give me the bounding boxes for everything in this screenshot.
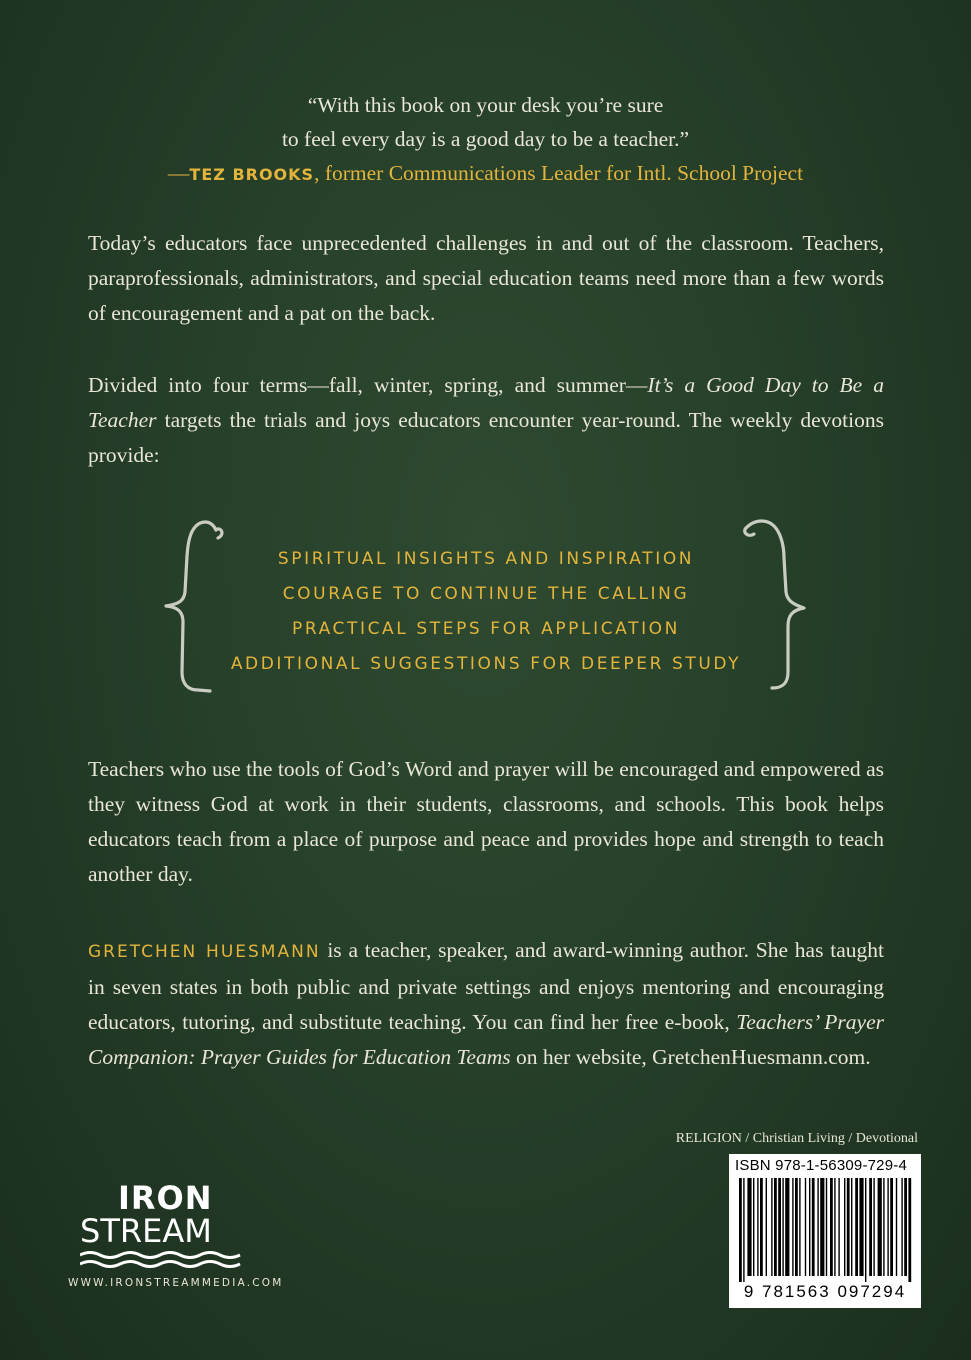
barcode-bar (901, 1178, 902, 1276)
wave-icon (80, 1250, 250, 1272)
barcode-number: 9 781563 097294 (743, 1282, 907, 1301)
barcode-bar (792, 1178, 793, 1276)
quote-line-2: to feel every day is a good day to be a teacher.” (281, 127, 690, 151)
barcode-bar (820, 1178, 824, 1276)
feature-item: COURAGE TO CONTINUE THE CALLING (282, 584, 690, 604)
feature-item: ADDITIONAL SUGGESTIONS FOR DEEPER STUDY (230, 654, 742, 674)
barcode-bar (826, 1178, 827, 1276)
barcode-bar (859, 1178, 863, 1276)
barcode-bar (887, 1178, 888, 1276)
barcode-bar (878, 1178, 882, 1276)
structure-text-start: Divided into four terms—fall, winter, spring, and summer— (88, 373, 648, 397)
barcode (729, 1154, 921, 1308)
barcode-bar (785, 1178, 789, 1276)
features-list (160, 542, 812, 682)
category-label: RELIGION / Christian Living / Devotional (675, 1131, 918, 1146)
barcode-bar (883, 1178, 884, 1276)
author-bio-start: is a teacher, speaker, and award-winning author. She has taught in seven states in both public and private settings and enjoys mentoring and encouraging educators, tutoring, and substitute teaching. You can find her free e-book, (88, 938, 884, 1034)
barcode-bar (904, 1178, 907, 1276)
quote-line-1: “With this book on your desk you’re sure (307, 93, 664, 117)
barcode-bars (733, 1178, 917, 1282)
barcode-bar (812, 1178, 815, 1276)
attribution-title: , former Communications Leader for Intl. School Project (314, 161, 804, 185)
logo-word-stream: STREAM (80, 1212, 212, 1250)
barcode-bar (795, 1178, 798, 1276)
barcode-bar (809, 1178, 810, 1276)
book-title: It’s a Good Day to Be a Teacher (88, 373, 884, 432)
barcode-bar (747, 1178, 751, 1276)
feature-item: SPIRITUAL INSIGHTS AND INSPIRATION (277, 549, 695, 569)
barcode-bar (869, 1178, 872, 1276)
barcode-bar (890, 1178, 893, 1276)
barcode-bar (873, 1178, 874, 1276)
barcode-bar (753, 1178, 754, 1276)
barcode-bar (805, 1178, 806, 1276)
barcode-bar (799, 1178, 800, 1276)
intro-paragraph: Today’s educators face unprecedented challenges in and out of the classroom. Teachers, paraprofessionals, administrators, and special education teams need more than a few words of encouragement and a pat on the back. (88, 231, 884, 325)
barcode-bar (830, 1178, 833, 1276)
ebook-title: Teachers’ Prayer Companion: Prayer Guides for Education Teams (88, 1010, 885, 1069)
endorsement-quote (0, 88, 971, 192)
barcode-bar (844, 1178, 845, 1276)
barcode-bar (782, 1178, 783, 1276)
barcode-bar (766, 1178, 767, 1276)
barcode-bar (817, 1178, 818, 1276)
benefit-paragraph: Teachers who use the tools of God’s Word and prayer will be encouraged and empowered as they witness God at work in their students, classrooms, and schools. This book helps educators teach from a place of purpose and peace and provides hope and strength to teach another day. (88, 757, 884, 886)
barcode-bar (771, 1178, 772, 1276)
logo-word-iron: IRON (118, 1179, 213, 1217)
barcode-bar (847, 1178, 850, 1276)
barcode-bar (739, 1178, 742, 1282)
barcode-bar (778, 1178, 781, 1276)
barcode-bar (855, 1178, 858, 1276)
barcode-bar (838, 1178, 839, 1276)
publisher-logo (80, 1179, 250, 1272)
barcode-bar (896, 1178, 897, 1276)
attribution-dash: — (167, 161, 190, 185)
attribution-name: TEZ BROOKS (189, 165, 315, 184)
barcode-bar (760, 1178, 763, 1276)
publisher-url: WWW.IRONSTREAMMEDIA.COM (68, 1277, 284, 1289)
quote-attribution (0, 156, 971, 192)
structure-paragraph (88, 368, 884, 473)
feature-item: PRACTICAL STEPS FOR APPLICATION (292, 619, 680, 639)
author-bio (88, 933, 884, 1075)
barcode-bar (757, 1178, 758, 1276)
barcode-bar (865, 1178, 866, 1282)
author-name: GRETCHEN HUESMANN (88, 942, 321, 962)
isbn-label: ISBN 978-1-56309-729-4 (735, 1157, 908, 1174)
barcode-bar (851, 1178, 852, 1276)
barcode-bar (743, 1178, 744, 1282)
barcode-bar (774, 1178, 777, 1276)
structure-text-end: targets the trials and joys educators encounter year-round. The weekly devotions provide: (88, 408, 884, 467)
author-bio-end: on her website, GretchenHuesmann.com. (510, 1045, 871, 1069)
barcode-bar (834, 1178, 835, 1276)
barcode-bar (908, 1178, 911, 1282)
